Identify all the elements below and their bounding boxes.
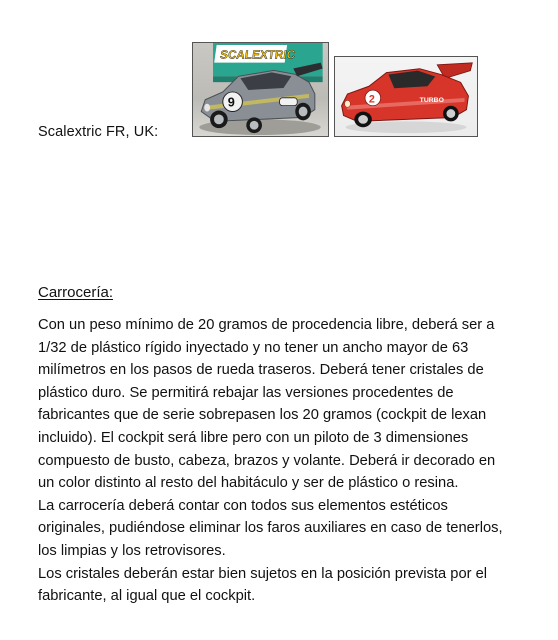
body-line: los limpias y los retrovisores. [38,542,226,559]
car-turbo-text: TURBO [419,96,444,104]
photo-grey-porsche [192,42,329,137]
model-caption: Scalextric FR, UK: [38,124,159,140]
body-line: Con un peso mínimo de 20 gramos de procedencia libre, deberá ser a [38,317,495,333]
red-car-illustration [335,57,477,136]
car-number-left: 9 [227,94,235,110]
section-heading: Carrocería: [38,284,114,301]
body-line: 1/32 de plástico rígido inyectado y no tener un ancho mayor de 63 [38,339,469,356]
body-line: fabricante, al igual que el cockpit. [38,588,256,605]
body-line: incluido). El cockpit será libre pero con un piloto de 3 dimensiones [38,429,469,446]
body-line: fabricantes que de serie sobrepasen los 20 gramos (cockpit de lexan [38,407,487,424]
body-line: originales, pudiéndose eliminar los faros auxiliares en caso de tenerlos, [38,520,503,537]
photo-red-porsche-turbo [334,56,478,137]
body-line: compuesto de busto, cabeza, brazos y volante. Deberá ir decorado en [38,452,496,469]
body-line: un color distinto al resto del habitáculo y ser de plástico o resina. [38,475,459,492]
car-number-right: 2 [368,93,375,106]
grey-car-illustration [193,43,328,136]
box-brand-text: SCALEXTRIC [219,47,297,62]
body-line: La carrocería deberá contar con todos sus elementos estéticos [38,497,448,514]
body-line: plástico duro. Se permitirá rebajar las versiones procedentes de [38,384,454,401]
body-paragraph [38,314,520,608]
body-line: milímetros en los pasos de rueda traseros. Deberá tener cristales de [38,362,484,379]
body-line: Los cristales deberán estar bien sujetos en la posición prevista por el [38,565,488,582]
